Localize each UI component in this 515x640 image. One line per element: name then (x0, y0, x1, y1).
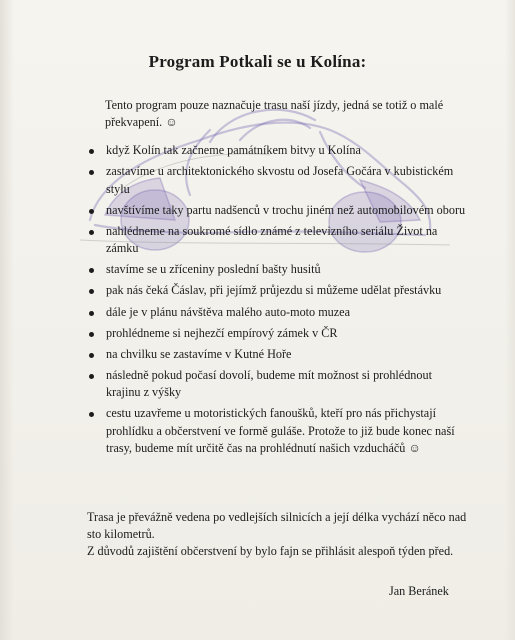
list-item (88, 163, 468, 198)
list-item-text: prohlédneme si nejhezčí empírový zámek v ČR (106, 325, 338, 340)
list-item (88, 223, 468, 258)
list-item (88, 346, 468, 364)
author-signature: Jan Beránek (389, 584, 449, 598)
bullet-icon (89, 332, 94, 337)
list-item-text: následně pokud počasí dovolí, budeme mít možnost si prohlédnout krajinu z výšky (106, 367, 432, 400)
bullet-icon (89, 353, 94, 358)
list-item (88, 282, 468, 300)
list-item-text: stavíme se u zříceniny poslední bašty husitů (106, 262, 321, 277)
list-item-text: zastavíme u architektonického skvostu od Josefa Gočára v kubistickém stylu (106, 164, 454, 196)
bullet-icon (89, 374, 94, 379)
list-item-text: navštívíme taky partu nadšenců v trochu jiném než automobilovém oboru (106, 202, 466, 217)
intro-paragraph: Tento program pouze naznačuje trasu naší jízdy, jedná se totiž o malé překvapení. ☺ (105, 98, 444, 129)
program-list (88, 142, 468, 462)
list-item-text: cestu uzavřeme u motoristických fanoušků, kteří pro nás přichystají prohlídku a občerstvení ve formě guláše. Protože to již bude konec naší trasy, budeme mít určitě čas na prohlédnutí našich vzducháčů ☺ (106, 406, 455, 456)
list-item (88, 261, 468, 279)
list-item-text: na chvilku se zastavíme v Kutné Hoře (106, 346, 292, 361)
bullet-icon (89, 289, 94, 294)
footer-paragraph (87, 509, 467, 560)
bullet-icon (89, 412, 94, 417)
list-item-text: když Kolín tak začneme památníkem bitvy u Kolína (106, 143, 361, 157)
bullet-icon (89, 170, 94, 175)
bullet-icon (89, 311, 94, 316)
list-item (88, 367, 468, 402)
page-left-edge (0, 0, 14, 640)
list-item (88, 405, 468, 458)
page-right-edge (505, 0, 515, 640)
bullet-icon (89, 230, 94, 235)
document-title: Program Potkali se u Kolína: (148, 52, 367, 71)
list-item (88, 325, 468, 343)
list-item (88, 202, 468, 220)
bullet-icon (89, 209, 94, 214)
bullet-icon (89, 149, 94, 154)
bullet-icon (89, 268, 94, 273)
list-item-text: dále je v plánu návštěva malého auto-moto muzea (106, 304, 350, 319)
list-item (88, 142, 468, 160)
footer-registration-text: Z důvodů zajištění občerstvení by bylo fajn se přihlásit alespoň týden před. (87, 544, 454, 558)
list-item (88, 304, 468, 322)
list-item-text: pak nás čeká Čáslav, při jejímž průjezdu si můžeme udělat přestávku (106, 283, 442, 298)
footer-route-text: Trasa je převážně vedena po vedlejších silnicích a její délka vychází něco nad sto kilometrů. (87, 510, 467, 541)
list-item-text: nahlédneme na soukromé sídlo známé z televizního seriálu Život na zámku (106, 223, 438, 256)
